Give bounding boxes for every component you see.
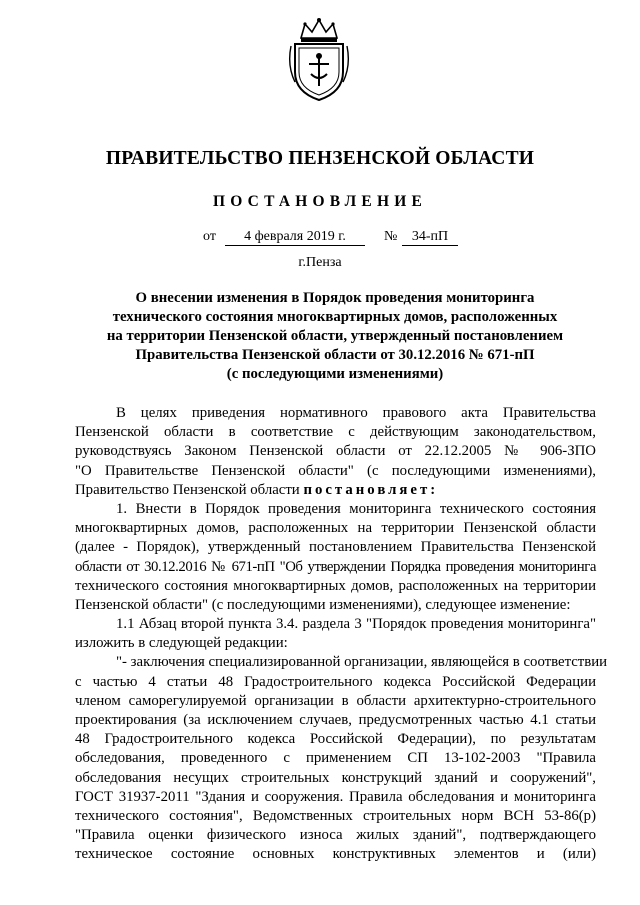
body-line: с частью 4 статьи 48 Градостроительного кодекса Российской Федерации (75, 673, 596, 690)
body-line: "О Правительстве Пензенской области" (с последующими изменениями), (75, 462, 596, 479)
document-body (75, 404, 608, 865)
heading-line: (с последующими изменениями) (226, 366, 444, 382)
number-sign: № (384, 229, 398, 244)
body-line: Пензенской области в соответствие с действующим законодательством, (75, 424, 596, 441)
document-heading (75, 289, 595, 384)
body-line: проектирования (за исключением случаев, предусмотренных частью 4.1 статьи (75, 712, 596, 728)
body-line: руководствуясь Законом Пензенской области от 22.12.2005 № 906-ЗПО (75, 443, 596, 460)
body-line: В целях приведения нормативного правового акта Правительства (116, 405, 596, 421)
government-title: ПРАВИТЕЛЬСТВО ПЕНЗЕНСКОЙ ОБЛАСТИ (105, 148, 535, 169)
resolves-word: постановляет: (303, 481, 439, 498)
body-line: обследования несущих строительных конструкций зданий и сооружений", (75, 769, 596, 786)
body-line: 1. Внести в Порядок проведения мониторинга технического состояния (116, 500, 596, 517)
body-line: обследования, проведенного с применением СП 13-102-2003 "Правила (75, 750, 596, 767)
body-line: членом саморегулируемой организации в области архитектурно-строительного (75, 692, 596, 709)
body-line: "- заключения специализированной организации, являющейся в соответствии (116, 654, 608, 671)
body-line: 48 Градостроительного кодекса Российской Федерации), по результатам (75, 731, 596, 748)
city-name: г.Пенза (298, 255, 342, 270)
heading-line: технического состояния многоквартирных домов, расположенных (112, 309, 558, 325)
document-type: ПОСТАНОВЛЕНИЕ (212, 193, 428, 210)
coat-of-arms-emblem (287, 16, 351, 102)
heading-line: Правительства Пензенской области от 30.12.2016 № 671-пП (135, 347, 535, 363)
body-line: изложить в следующей редакции: (75, 635, 288, 652)
body-line: ГОСТ 31937-2011 "Здания и сооружения. Правила обследования и мониторинга (75, 788, 596, 805)
body-line: многоквартирных домов, расположенных на территории Пензенской области (75, 520, 596, 537)
body-line: технического состояния", Ведомственных строительных норм ВСН 53-86(р) (75, 807, 596, 824)
body-line: 1.1 Абзац второй пункта 3.4. раздела 3 "Порядок проведения мониторинга" (116, 616, 596, 633)
heading-line: на территории Пензенской области, утвержденный постановлением (106, 328, 564, 344)
body-line (75, 481, 596, 500)
body-line: "Правила оценки физического износа жилых зданий", подтверждающего (75, 827, 596, 844)
body-line: (далее - Порядок), утвержденный постановлением Правительства Пензенской (75, 539, 596, 556)
body-line: технического состояния многоквартирных домов, расположенных на территории (75, 577, 596, 594)
body-text: Правительство Пензенской области (75, 481, 300, 498)
document-date: 4 февраля 2019 г. (225, 229, 365, 246)
heading-line: О внесении изменения в Порядок проведения мониторинга (135, 290, 535, 306)
body-line: Пензенской области" (с последующими изменениями), следующее изменение: (75, 596, 571, 613)
date-prefix: от (203, 229, 216, 244)
body-line: области от 30.12.2016 № 671-пП "Об утверждении Порядка проведения мониторинга (75, 558, 596, 575)
document-number: 34-пП (402, 229, 458, 246)
body-line: техническое состояние основных конструктивных элементов и (или) (75, 846, 596, 863)
